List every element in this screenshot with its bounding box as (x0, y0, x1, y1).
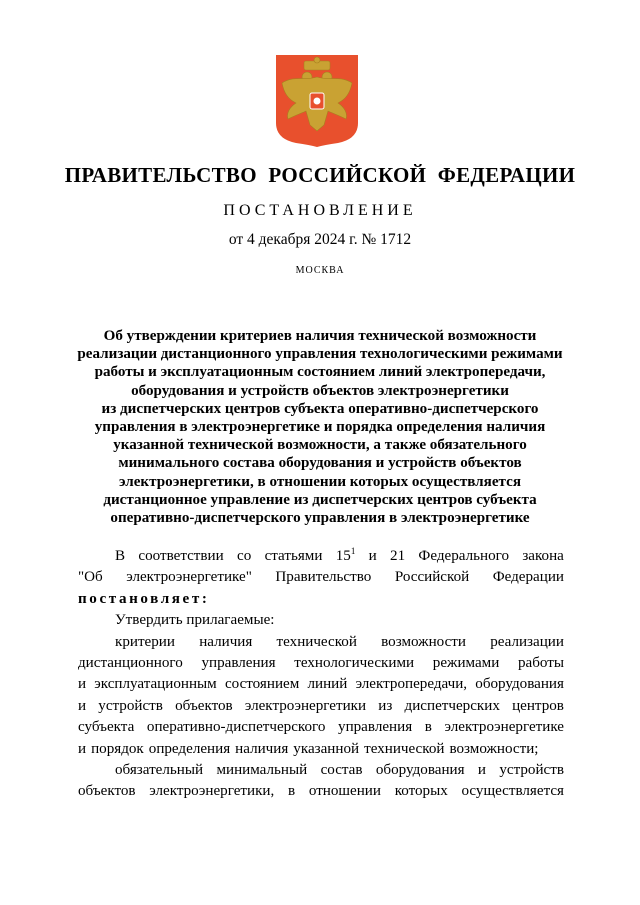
body-line: дистанционного управления технологическими режимами работы (78, 654, 564, 671)
body-line: субъекта оперативно-диспетчерского управления в электроэнергетике (78, 719, 564, 736)
heading-line: оперативно-диспетчерского управления в электроэнергетике (110, 510, 530, 527)
document-city: МОСКВА (295, 265, 345, 276)
heading-line: дистанционное управление из диспетчерских центров субъекта (103, 491, 537, 508)
document-body (78, 546, 564, 803)
body-line: обязательный минимальный состав оборудования и устройств (115, 761, 564, 778)
heading-line: управления в электроэнергетике и порядка определения наличия (94, 419, 546, 436)
body-line (78, 589, 564, 610)
body-line: и устройств объектов электроэнергетики из диспетчерских центров (78, 697, 564, 714)
body-line: "Об электроэнергетике" Правительство Российской Федерации (78, 569, 564, 586)
document-date-number: от 4 декабря 2024 г. № 1712 (228, 231, 412, 248)
body-line: критерии наличия технической возможности реализации (115, 633, 564, 650)
heading-line: указанной технической возможности, а также обязательного (113, 437, 527, 454)
coat-of-arms-emblem (276, 55, 358, 147)
heading-line: Об утверждении критериев наличия технической возможности (103, 328, 537, 344)
document-type: ПОСТАНОВЛЕНИЕ (223, 202, 417, 219)
heading-line: минимального состава оборудования и устройств объектов (118, 455, 522, 472)
heading-line: из диспетчерских центров субъекта оперативно-диспетчерского (101, 400, 539, 417)
resolves-word: постановляет: (78, 590, 210, 607)
heading-line: оборудования и устройств объектов электроэнергетики (131, 382, 509, 399)
body-line: и порядок определения наличия указанной технической возможности; (78, 740, 539, 757)
body-line: В соответствии со статьями $15^1$ и 21 Федерального закона (78, 546, 564, 567)
heading-line: реализации дистанционного управления технологическими режимами (77, 346, 563, 363)
document-heading (0, 327, 640, 527)
body-line: и эксплуатационным состоянием линий электропередачи, оборудования (78, 676, 564, 693)
article-reference: $15^1$ (335, 546, 356, 564)
body-line: объектов электроэнергетики, в отношении которых осуществляется (78, 783, 564, 800)
heading-line: электроэнергетики, в отношении которых осуществляется (119, 473, 521, 490)
government-title: ПРАВИТЕЛЬСТВО РОССИЙСКОЙ ФЕДЕРАЦИИ (64, 163, 576, 187)
heading-line: работы и эксплуатационным состоянием линий электропередачи, (94, 364, 546, 381)
body-line: Утвердить прилагаемые: (115, 612, 275, 629)
